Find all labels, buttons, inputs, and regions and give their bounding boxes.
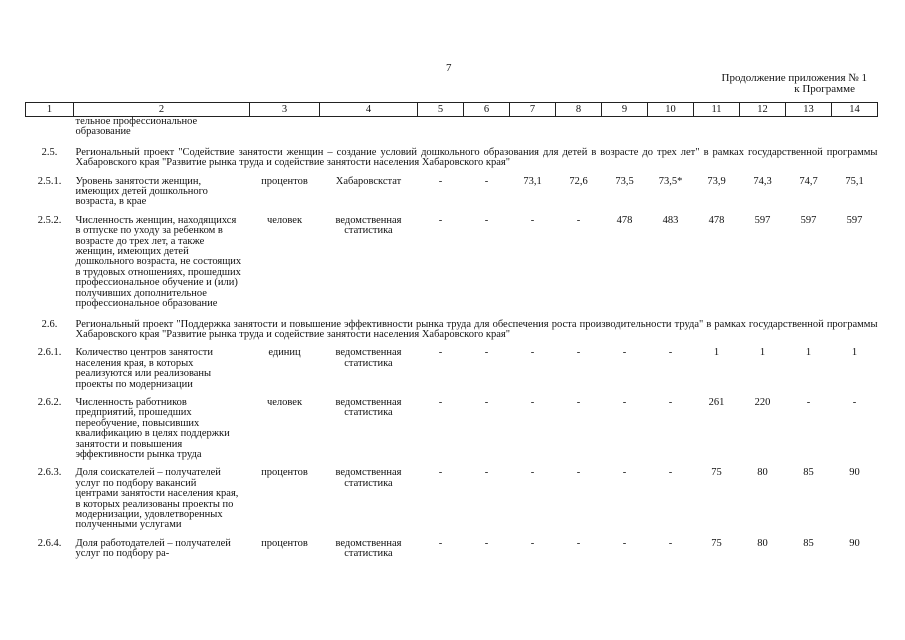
source-cell: Хабаровскстат (335, 175, 402, 187)
table-row (26, 340, 878, 390)
row-number: 2.6.4. (37, 537, 62, 549)
row-number-cell (26, 117, 74, 138)
source-cell: ведомственная статистика (335, 396, 402, 419)
column-number-10: 10 (648, 103, 694, 117)
table-row (26, 117, 878, 138)
value-cell: 1 (851, 347, 858, 359)
empty-cell (832, 117, 878, 138)
value-cell: - (852, 396, 857, 408)
value-cell: 80 (757, 537, 768, 549)
column-number-7: 7 (510, 103, 556, 117)
value-cell: 1 (759, 347, 766, 359)
value-cell: 73,5* (658, 175, 683, 187)
value-cell: - (438, 467, 443, 479)
value-cell: - (484, 467, 489, 479)
indicator-name: Доля соискателей – получателей услуг по подбору вакансий центрами занятости населения края, в которых реализованы проекты по модернизации, удовлетворенных полученными услугами (75, 467, 239, 531)
continuation-note (722, 73, 867, 95)
section-title: Региональный проект "Содействие занятости женщин – создание условий дошкольного образования для детей в возрасте до трех лет" в рамках государственной программы Хабаровского края "Развитие рынка труда и содействие занятости населения Хабаровского края" (75, 146, 878, 169)
column-number-6: 6 (464, 103, 510, 117)
unit-cell: процентов (261, 467, 308, 479)
source-cell: ведомственная статистика (335, 214, 402, 237)
carry-over-text: тельное профессиональное образование (75, 116, 198, 138)
table-row (26, 390, 878, 460)
empty-cell (320, 117, 418, 138)
value-cell: 72,6 (569, 175, 588, 187)
value-cell: 220 (754, 396, 771, 408)
source-cell: ведомственная статистика (335, 347, 402, 369)
section-title: Региональный проект "Поддержка занятости и повышение эффективности рынка труда для обеспечения роста производительности труда" в рамках государственной программы Хабаровского края "Развитие рынка труда и содействие занятости населения Хабаровского края" (75, 318, 878, 340)
continuation-line-2: к Программе (794, 83, 855, 95)
value-cell: - (806, 396, 811, 408)
value-cell: - (576, 347, 581, 359)
empty-cell (602, 117, 648, 138)
empty-cell (648, 117, 694, 138)
unit-cell: процентов (261, 175, 308, 187)
value-cell: - (622, 347, 627, 359)
value-cell: 75 (711, 537, 722, 549)
section-number: 2.5. (41, 146, 58, 158)
value-cell: 483 (662, 214, 679, 226)
value-cell: - (484, 396, 489, 408)
row-number: 2.5.1. (37, 175, 62, 187)
source-cell: ведомственная статистика (335, 537, 402, 560)
value-cell: 73,1 (523, 175, 542, 187)
value-cell: - (576, 467, 581, 479)
value-cell: 74,3 (753, 175, 772, 187)
value-cell: 75,1 (845, 175, 864, 187)
value-cell: - (530, 537, 535, 549)
value-cell: - (484, 347, 489, 359)
value-cell: 90 (849, 467, 860, 479)
section-row (26, 138, 878, 169)
column-number-8: 8 (556, 103, 602, 117)
column-numbers-header (26, 103, 878, 117)
value-cell: - (668, 537, 673, 549)
value-cell: 85 (803, 467, 814, 479)
value-cell: 1 (713, 347, 720, 359)
value-cell: 75 (711, 467, 722, 479)
value-cell: - (530, 396, 535, 408)
source-cell: ведомственная статистика (335, 467, 402, 489)
column-number-1: 1 (26, 103, 74, 117)
empty-cell (694, 117, 740, 138)
value-cell: - (530, 467, 535, 479)
empty-cell (250, 117, 320, 138)
indicator-name: Уровень занятости женщин, имеющих детей дошкольного возраста, в крае (75, 175, 208, 208)
column-number-14: 14 (832, 103, 878, 117)
value-cell: 597 (846, 214, 863, 226)
column-number-5: 5 (418, 103, 464, 117)
empty-cell (786, 117, 832, 138)
value-cell: - (438, 537, 443, 549)
value-cell: - (484, 537, 489, 549)
column-number-12: 12 (740, 103, 786, 117)
value-cell: 90 (849, 537, 860, 549)
value-cell: 478 (616, 214, 633, 226)
indicator-name: Количество центров занятости населения края, в которых реализуются или реализованы проекты по модернизации (75, 347, 213, 390)
value-cell: 74,7 (799, 175, 818, 187)
row-number: 2.6.1. (37, 347, 62, 359)
value-cell: - (576, 396, 581, 408)
unit-cell: человек (266, 214, 303, 226)
value-cell: 85 (803, 537, 814, 549)
empty-cell (556, 117, 602, 138)
column-number-4: 4 (320, 103, 418, 117)
column-number-3: 3 (250, 103, 320, 117)
indicator-name: Численность женщин, находящихся в отпуске по уходу за ребенком в возрасте до трех лет, а также женщин, имеющих детей дошкольного возраста, не состоящих в трудовых отношениях, прошедших профессиональное обучение и (или) получивших дополнительное профессиональное образование (75, 214, 242, 310)
value-cell: - (484, 175, 489, 187)
page-number: 7 (446, 62, 452, 74)
section-number: 2.6. (41, 318, 58, 330)
row-number: 2.6.3. (37, 467, 62, 479)
value-cell: 80 (757, 467, 768, 479)
table-row (26, 169, 878, 208)
column-number-9: 9 (602, 103, 648, 117)
indicators-table (25, 102, 878, 560)
table-row (26, 208, 878, 310)
unit-cell: человек (266, 396, 303, 408)
value-cell: - (622, 396, 627, 408)
value-cell: 261 (708, 396, 725, 408)
continuation-line-1: Продолжение приложения № 1 (721, 72, 867, 84)
value-cell: 73,9 (707, 175, 726, 187)
value-cell: 73,5 (615, 175, 634, 187)
value-cell: - (530, 214, 535, 226)
column-number-13: 13 (786, 103, 832, 117)
value-cell: - (622, 467, 627, 479)
value-cell: 1 (805, 347, 812, 359)
value-cell: 597 (754, 214, 771, 226)
row-number: 2.5.2. (37, 214, 62, 226)
value-cell: - (622, 537, 627, 549)
value-cell: - (668, 347, 673, 359)
value-cell: 597 (800, 214, 817, 226)
value-cell: - (438, 214, 443, 226)
empty-cell (418, 117, 464, 138)
section-row (26, 310, 878, 341)
value-cell: - (576, 214, 581, 226)
unit-cell: процентов (261, 537, 308, 549)
value-cell: - (668, 396, 673, 408)
table-row (26, 531, 878, 560)
value-cell: - (484, 214, 489, 226)
column-number-2: 2 (74, 103, 250, 117)
table-row (26, 460, 878, 530)
value-cell: 478 (708, 214, 725, 226)
value-cell: - (668, 467, 673, 479)
value-cell: - (438, 175, 443, 187)
empty-cell (740, 117, 786, 138)
indicator-name: Доля работодателей – получателей услуг по подбору ра- (75, 537, 231, 560)
column-number-11: 11 (694, 103, 740, 117)
unit-cell: единиц (268, 347, 301, 359)
value-cell: - (438, 396, 443, 408)
value-cell: - (576, 537, 581, 549)
value-cell: - (438, 347, 443, 359)
indicator-name: Численность работников предприятий, прошедших переобучение, повысивших квалификацию в целях поддержки занятости и повышения эффективности рынка труда (75, 396, 230, 460)
empty-cell (510, 117, 556, 138)
row-number: 2.6.2. (37, 396, 62, 408)
value-cell: - (530, 347, 535, 359)
empty-cell (464, 117, 510, 138)
